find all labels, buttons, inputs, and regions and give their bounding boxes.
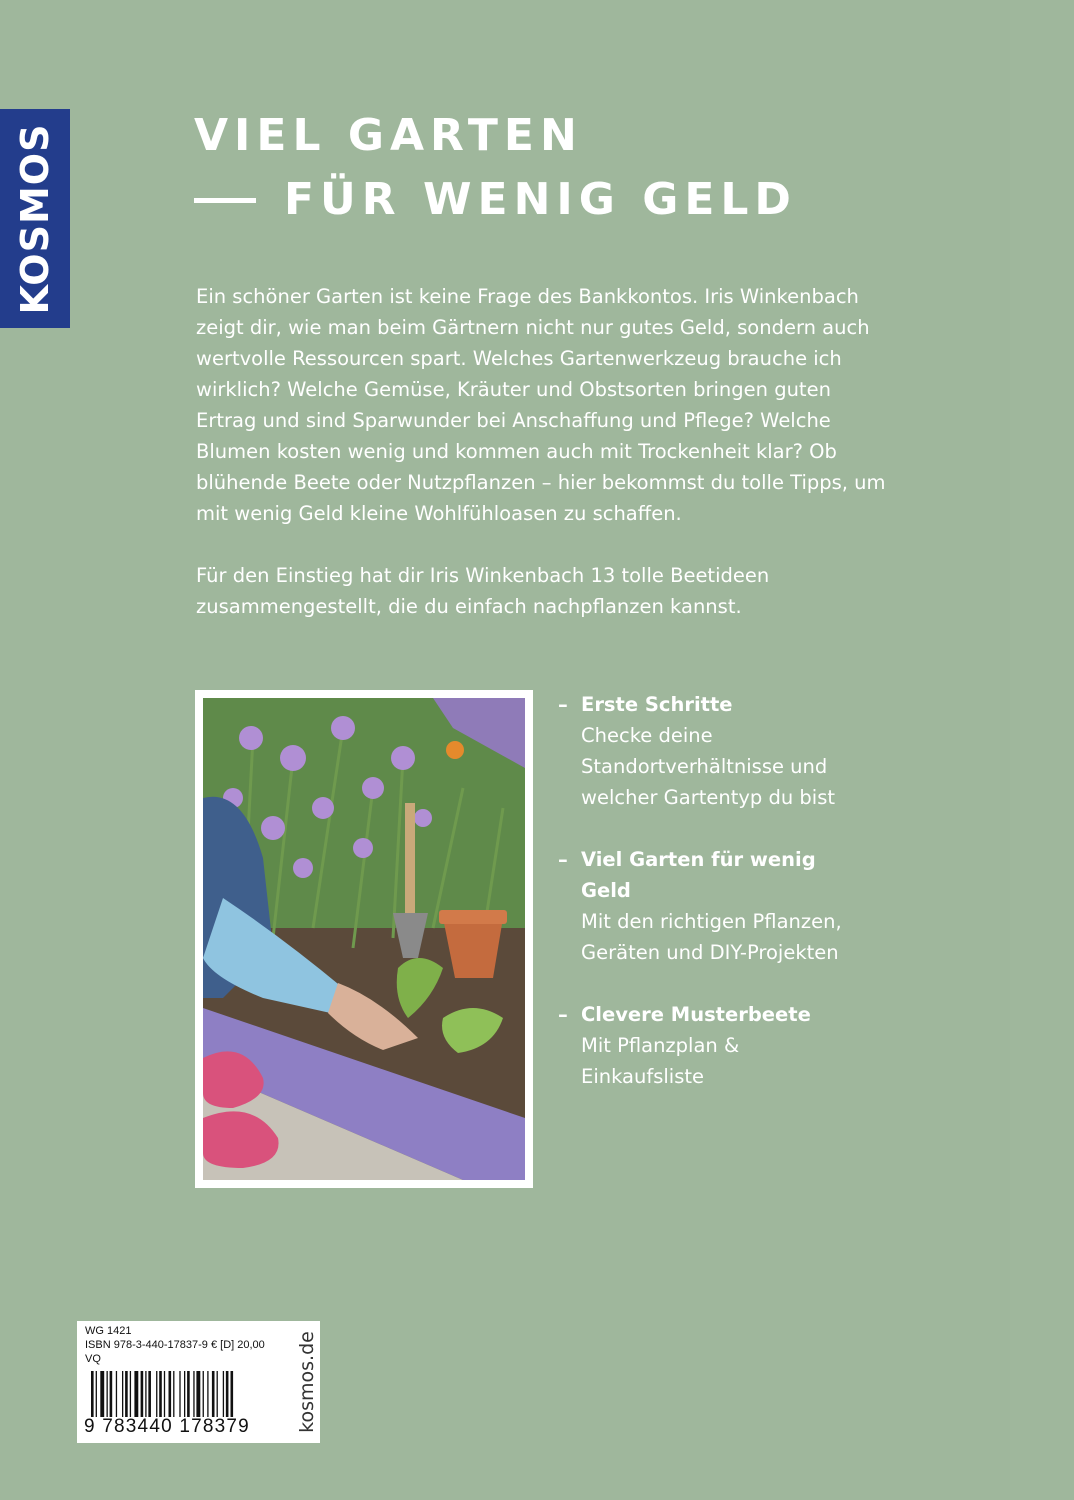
- barcode-bar: [184, 1371, 185, 1417]
- feature-description: Mit Pflanzplan & Einkaufsliste: [581, 1034, 740, 1088]
- barcode-bar: [159, 1371, 162, 1417]
- title-line-2-row: [194, 168, 797, 232]
- feature-title: Viel Garten für wenig Geld: [581, 848, 816, 902]
- title-line-1: VIEL GARTEN: [194, 110, 583, 161]
- barcode-bar: [134, 1371, 138, 1417]
- feature-description: Checke deine Standortverhältnisse und welcher Gartentyp du bist: [581, 724, 836, 809]
- feature-dash: –: [558, 848, 568, 871]
- publisher-logo-tab: [0, 109, 70, 328]
- barcode-label: [77, 1321, 294, 1443]
- barcode-bar: [207, 1371, 208, 1417]
- feature-item: [558, 689, 858, 813]
- feature-dash: –: [558, 1003, 568, 1026]
- feature-item: [558, 844, 858, 968]
- website-url: kosmos.de: [296, 1331, 318, 1433]
- feature-item: [558, 999, 858, 1092]
- title-line-2: FÜR WENIG GELD: [284, 174, 797, 225]
- blurb-paragraph-1: Ein schöner Garten ist keine Frage des Bankkontos. Iris Winkenbach zeigt dir, wie man beim Gärtnern nicht nur gutes Geld, sondern auch wertvolle Ressourcen spart. Welches Gartenwerkzeug brauche ich wirklich? Welche Gemüse, Kräuter und Obstsorten bringen guten Ertrag und sind Sparwunder bei Anschaffung und Pflege? Welche Blumen kosten wenig und kommen auch mit Trockenheit klar? Ob blühende Beete oder Nutzpflanzen – hier bekommst du tolle Tipps, um mit wenig Geld kleine Wohlfühloasen zu schaffen.: [196, 285, 886, 525]
- barcode-bar: [231, 1371, 234, 1417]
- barcode-bar: [91, 1371, 94, 1417]
- barcode-info: [85, 1324, 265, 1366]
- title-dash: [194, 198, 256, 203]
- barcode-bar: [130, 1371, 131, 1417]
- barcode-bar: [223, 1371, 224, 1417]
- barcode-bar: [116, 1371, 117, 1417]
- barcode-bar: [100, 1371, 104, 1417]
- feature-title: Clevere Musterbeete: [581, 1003, 811, 1026]
- feature-description: Mit den richtigen Pflanzen, Geräten und DIY-Projekten: [581, 910, 842, 964]
- barcode-bar: [96, 1371, 97, 1417]
- barcode-isbn-price: ISBN 978-3-440-17837-9 € [D] 20,00: [85, 1339, 265, 1351]
- barcode-digits: 9 783440 178379: [84, 1416, 250, 1437]
- blurb-text: [196, 281, 886, 622]
- barcode-bar: [193, 1371, 194, 1417]
- barcode-bar: [187, 1371, 190, 1417]
- barcode-bar: [125, 1371, 128, 1417]
- barcode-vq: VQ: [85, 1353, 101, 1365]
- barcode-bar: [169, 1371, 172, 1417]
- barcode-bar: [107, 1371, 108, 1417]
- barcode-bar: [173, 1371, 174, 1417]
- barcode-bar: [203, 1371, 204, 1417]
- barcode-bar: [148, 1371, 151, 1417]
- barcode-bar: [212, 1371, 215, 1417]
- barcode-bar: [141, 1371, 144, 1417]
- barcode-bar: [145, 1371, 146, 1417]
- book-title: [194, 104, 797, 232]
- barcode-bar: [217, 1371, 218, 1417]
- barcode-bar: [164, 1371, 165, 1417]
- barcode-wg: WG 1421: [85, 1325, 132, 1337]
- barcode-bar: [122, 1371, 123, 1417]
- feature-dash: –: [558, 693, 568, 716]
- barcode-bar: [179, 1371, 180, 1417]
- barcode-bar: [110, 1371, 113, 1417]
- barcode-bars: [85, 1371, 285, 1417]
- garden-photo-illustration: [203, 698, 525, 1180]
- blurb-paragraph-2: Für den Einstieg hat dir Iris Winkenbach 13 tolle Beetideen zusammengestellt, die du einfach nachpflanzen kannst.: [196, 564, 770, 618]
- barcode-bar: [226, 1371, 229, 1417]
- website-strip: [294, 1321, 320, 1443]
- publisher-logo: KOSMOS: [13, 123, 57, 315]
- feature-title: Erste Schritte: [581, 693, 733, 716]
- barcode-bar: [196, 1371, 200, 1417]
- feature-list: [558, 689, 858, 1123]
- barcode-bar: [156, 1371, 157, 1417]
- garden-photo: [195, 690, 533, 1188]
